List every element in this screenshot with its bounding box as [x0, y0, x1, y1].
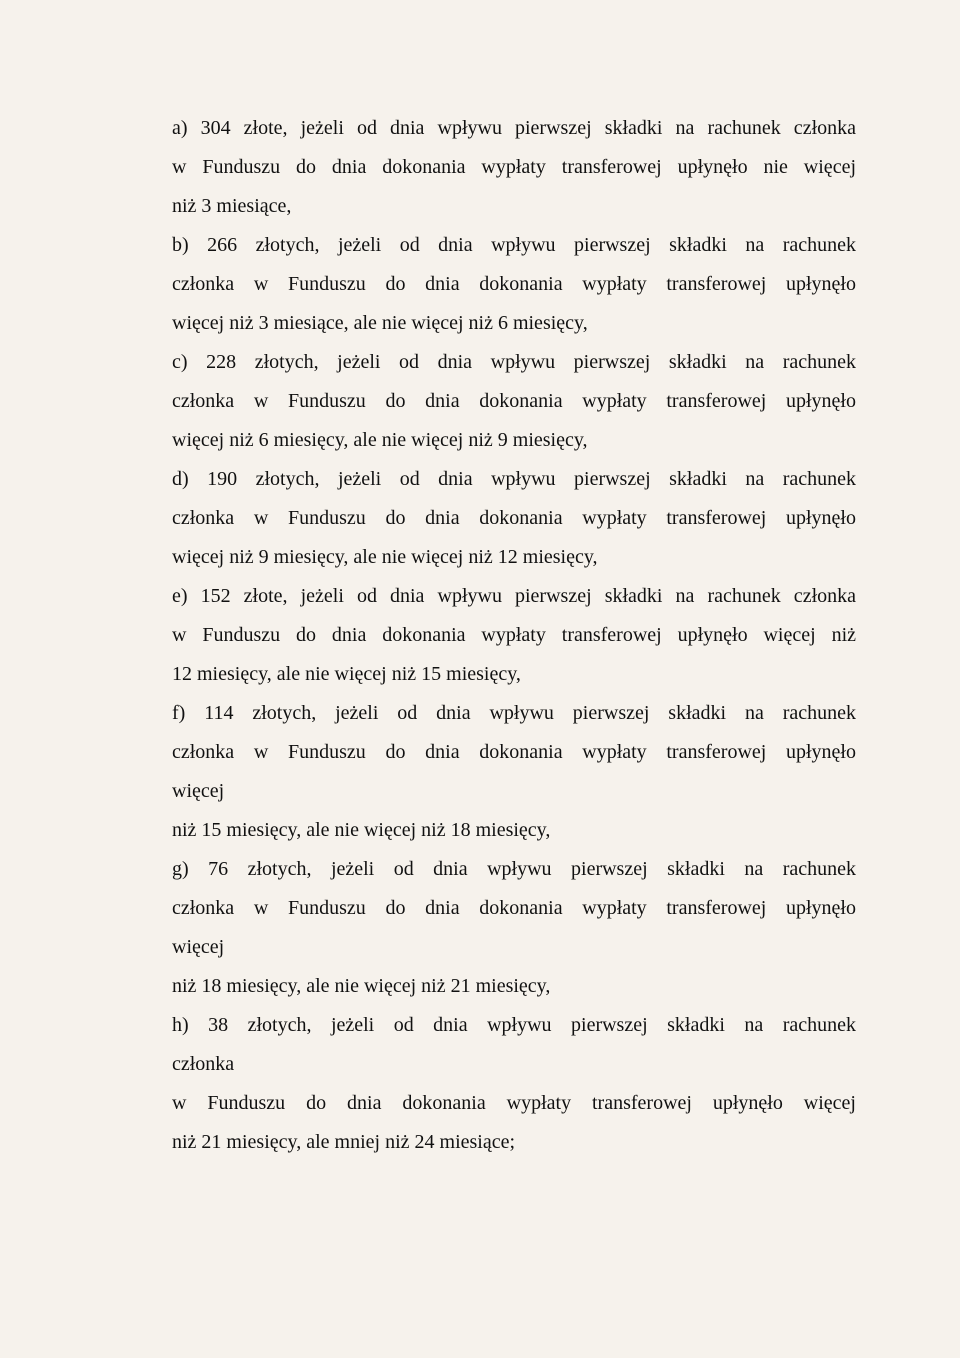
text-line: członka w Funduszu do dnia dokonania wypłaty transferowej upłynęło	[172, 273, 856, 295]
text-line: 12 miesięcy, ale nie więcej niż 15 miesięcy,	[172, 663, 521, 685]
text-line: w Funduszu do dnia dokonania wypłaty transferowej upłynęło nie więcej	[172, 156, 856, 178]
document-page	[172, 109, 856, 1162]
text-line: niż 18 miesięcy, ale nie więcej niż 21 miesięcy,	[172, 975, 551, 997]
text-line: niż 21 miesięcy, ale mniej niż 24 miesiące;	[172, 1131, 516, 1153]
text-line: c) 228 złotych, jeżeli od dnia wpływu pierwszej składki na rachunek	[172, 351, 856, 373]
text-line: g) 76 złotych, jeżeli od dnia wpływu pierwszej składki na rachunek	[172, 858, 856, 880]
text-line: członka w Funduszu do dnia dokonania wypłaty transferowej upłynęło	[172, 390, 856, 412]
text-line: niż 15 miesięcy, ale nie więcej niż 18 miesięcy,	[172, 819, 551, 841]
text-line: b) 266 złotych, jeżeli od dnia wpływu pierwszej składki na rachunek	[172, 234, 856, 256]
text-line: członka	[172, 1053, 235, 1075]
text-line: e) 152 złote, jeżeli od dnia wpływu pierwszej składki na rachunek członka	[172, 585, 856, 607]
text-line: f) 114 złotych, jeżeli od dnia wpływu pierwszej składki na rachunek	[172, 702, 856, 724]
text-line: członka w Funduszu do dnia dokonania wypłaty transferowej upłynęło	[172, 741, 856, 763]
text-line: więcej niż 6 miesięcy, ale nie więcej niż 9 miesięcy,	[172, 429, 588, 451]
text-line: niż 3 miesiące,	[172, 195, 292, 217]
text-line: h) 38 złotych, jeżeli od dnia wpływu pierwszej składki na rachunek	[172, 1014, 856, 1036]
text-line: w Funduszu do dnia dokonania wypłaty transferowej upłynęło więcej niż	[172, 624, 856, 646]
text-line: więcej niż 3 miesiące, ale nie więcej niż 6 miesięcy,	[172, 312, 588, 334]
text-line: więcej niż 9 miesięcy, ale nie więcej niż 12 miesięcy,	[172, 546, 598, 568]
text-line: d) 190 złotych, jeżeli od dnia wpływu pierwszej składki na rachunek	[172, 468, 856, 490]
text-line: w Funduszu do dnia dokonania wypłaty transferowej upłynęło więcej	[172, 1092, 856, 1114]
text-line: a) 304 złote, jeżeli od dnia wpływu pierwszej składki na rachunek członka	[172, 117, 856, 139]
text-line: więcej	[172, 780, 225, 802]
text-line: członka w Funduszu do dnia dokonania wypłaty transferowej upłynęło	[172, 897, 856, 919]
text-line: członka w Funduszu do dnia dokonania wypłaty transferowej upłynęło	[172, 507, 856, 529]
text-line: więcej	[172, 936, 225, 958]
